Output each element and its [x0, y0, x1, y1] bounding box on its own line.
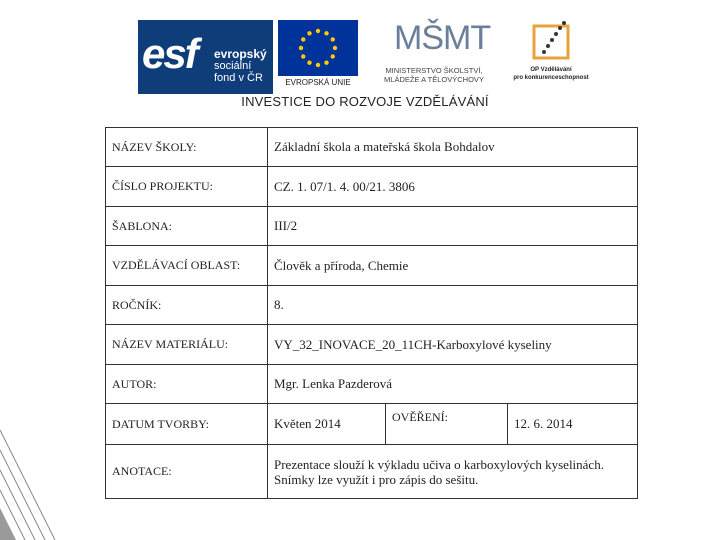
table-row [106, 246, 638, 286]
row-label: ŠABLONA: [106, 207, 268, 246]
table-row [106, 325, 638, 365]
eu-star-icon [301, 37, 305, 41]
verified-label: OVĚŘENÍ: [386, 404, 508, 445]
row-value: Člověk a příroda, Chemie [268, 246, 638, 286]
date-row [106, 404, 638, 445]
eu-flag-icon [278, 20, 358, 76]
esf-line: fond v ČR [214, 72, 263, 84]
eu-star-icon [301, 54, 305, 58]
eu-label: EVROPSKÁ UNIE [285, 78, 351, 87]
eu-star-icon [307, 61, 311, 65]
eu-star-icon [316, 29, 320, 33]
row-label: ROČNÍK: [106, 286, 268, 325]
op-line: OP Vzdělávání [530, 67, 572, 73]
eu-star-icon [331, 54, 335, 58]
eu-star-icon [331, 37, 335, 41]
table-row [106, 286, 638, 325]
row-label: AUTOR: [106, 365, 268, 404]
project-info-table [105, 127, 638, 499]
msmt-logo [364, 20, 504, 94]
table-row [106, 167, 638, 207]
row-label: NÁZEV MATERIÁLU: [106, 325, 268, 365]
row-value: Mgr. Lenka Pazderová [268, 365, 638, 404]
logo-banner [138, 20, 592, 110]
msmt-text [364, 66, 504, 84]
row-value: Základní škola a mateřská škola Bohdalov [268, 128, 638, 167]
eu-star-icon [307, 31, 311, 35]
esf-logo [138, 20, 273, 94]
table-row [106, 207, 638, 246]
esf-mark: esf [142, 30, 197, 77]
op-logo [510, 20, 592, 94]
esf-line: sociální [214, 60, 252, 72]
date-value: Květen 2014 [268, 404, 386, 445]
annotation-label: ANOTACE: [106, 445, 268, 499]
verified-value: 12. 6. 2014 [508, 404, 638, 445]
op-icon [530, 20, 572, 62]
row-label: NÁZEV ŠKOLY: [106, 128, 268, 167]
msmt-mark: MŠMT [394, 19, 491, 57]
row-value: III/2 [268, 207, 638, 246]
msmt-line: MLÁDEŽE A TĚLOVÝCHOVY [384, 75, 484, 84]
eu-star-icon [324, 31, 328, 35]
annotation-row [106, 445, 638, 499]
row-label: ČÍSLO PROJEKTU: [106, 167, 268, 207]
op-line: pro konkurenceschopnost [513, 75, 589, 81]
table-row [106, 128, 638, 167]
date-label: DATUM TVORBY: [106, 404, 268, 445]
row-value: VY_32_INOVACE_20_11CH-Karboxylové kyseliny [268, 325, 638, 365]
eu-star-icon [299, 46, 303, 50]
op-text [510, 66, 592, 82]
msmt-line: MINISTERSTVO ŠKOLSTVÍ, [385, 66, 483, 75]
row-value: CZ. 1. 07/1. 4. 00/21. 3806 [268, 167, 638, 207]
eu-star-icon [324, 61, 328, 65]
table-row [106, 365, 638, 404]
eu-star-icon [333, 46, 337, 50]
eu-star-icon [316, 63, 320, 67]
banner-title: INVESTICE DO ROZVOJE VZDĚLÁVÁNÍ [241, 94, 489, 109]
corner-decoration [0, 390, 60, 540]
esf-line: evropský [214, 47, 267, 61]
eu-logo [278, 20, 358, 94]
row-label: VZDĚLÁVACÍ OBLAST: [106, 246, 268, 286]
annotation-value: Prezentace slouží k výkladu učiva o karboxylových kyselinách. Snímky lze využít i pro zápis do sešitu. [268, 445, 638, 499]
esf-text [214, 48, 267, 84]
row-value: 8. [268, 286, 638, 325]
